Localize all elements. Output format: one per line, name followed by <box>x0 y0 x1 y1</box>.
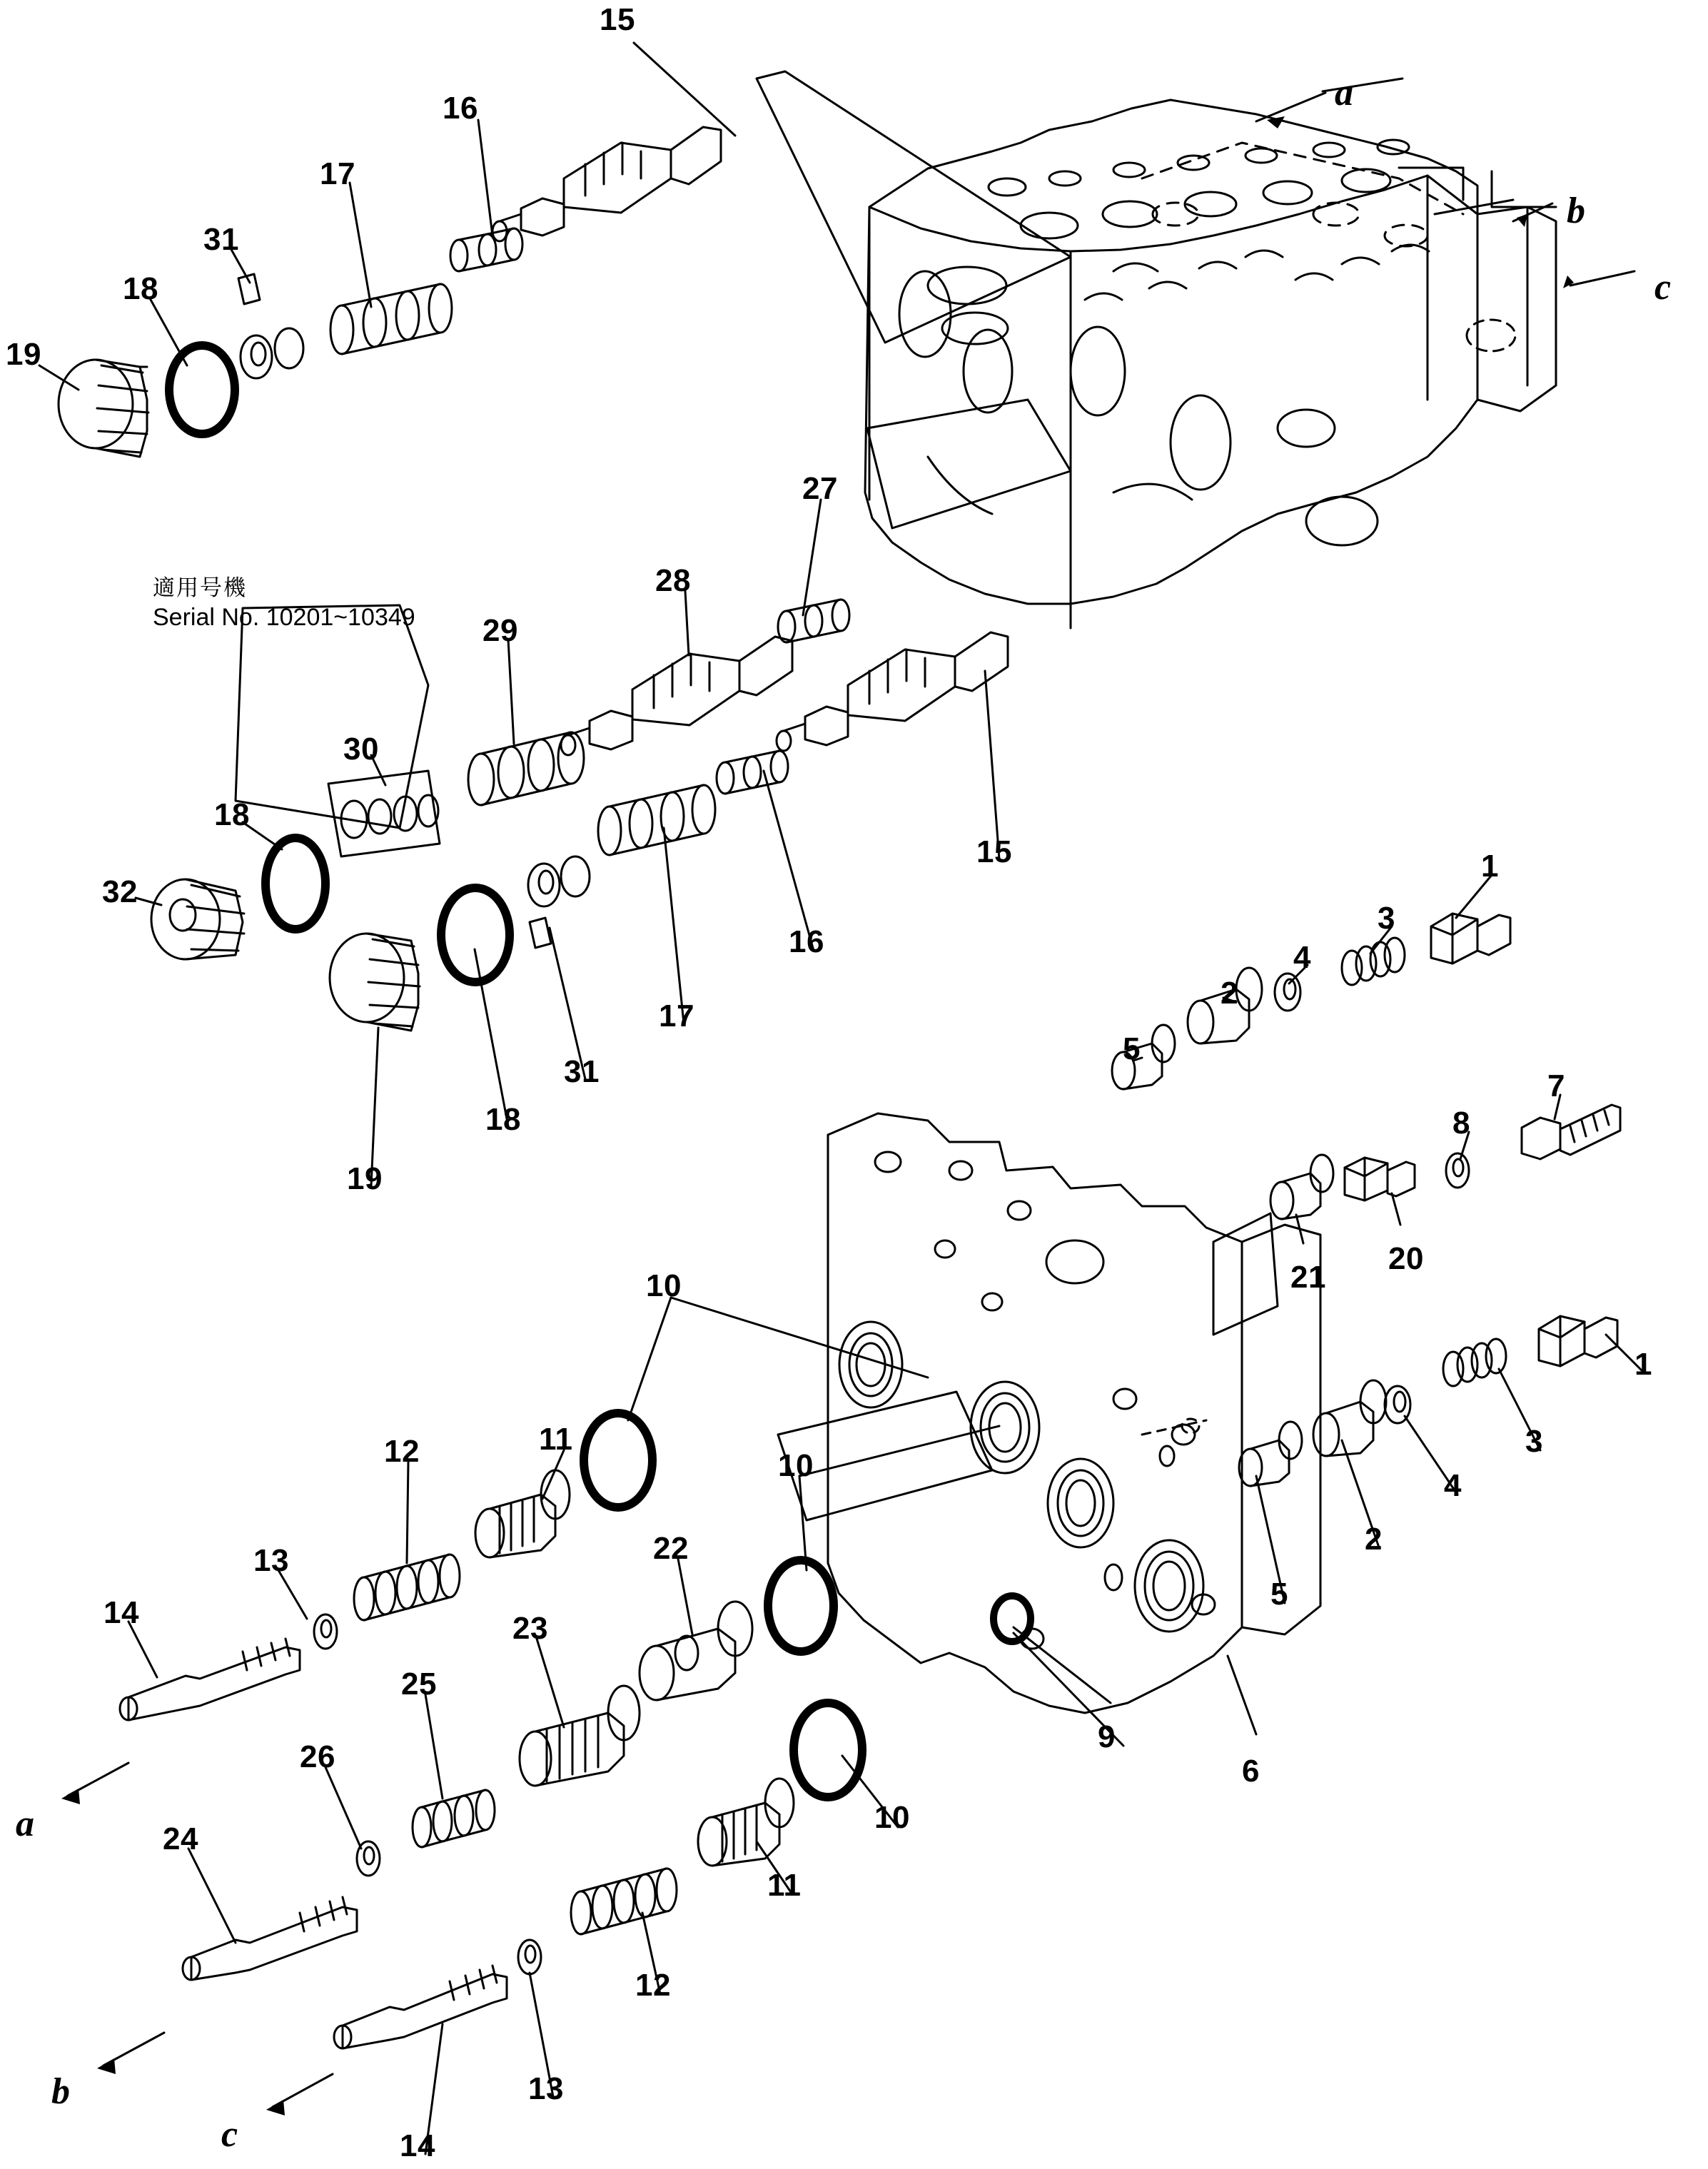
part-callout-13: 13 <box>528 2071 564 2106</box>
part-callout-30: 30 <box>343 732 379 767</box>
part-callout-14: 14 <box>103 1595 139 1630</box>
part-callout-11: 11 <box>767 1868 802 1903</box>
part-callout-28: 28 <box>655 563 691 598</box>
part-callout-29: 29 <box>482 613 518 648</box>
part-callout-10: 10 <box>874 1800 910 1835</box>
part-callout-21: 21 <box>1290 1260 1326 1295</box>
serial-note-jp-label: 適用号機 <box>153 575 247 601</box>
part-callout-18: 18 <box>214 797 250 832</box>
part-callout-8: 8 <box>1452 1106 1470 1141</box>
part-callout-27: 27 <box>802 471 838 506</box>
part-callout-1: 1 <box>1481 849 1499 884</box>
part-callout-13: 13 <box>253 1543 289 1578</box>
part-callout-3: 3 <box>1378 901 1395 936</box>
part-callout-12: 12 <box>635 1968 671 2003</box>
part-callout-17: 17 <box>320 156 355 191</box>
section-letter-c: c <box>221 2114 238 2155</box>
serial-note-text: Serial No. 10201~10349 <box>153 603 415 631</box>
part-callout-2: 2 <box>1365 1522 1383 1557</box>
valve-body-lower <box>778 1113 1320 1713</box>
part-callout-23: 23 <box>512 1611 548 1646</box>
part-callout-12: 12 <box>384 1434 420 1469</box>
row-bottom-3 <box>334 1596 1031 2048</box>
part-callout-31: 31 <box>564 1054 600 1089</box>
section-letter-b: b <box>51 2071 70 2112</box>
part-callout-4: 4 <box>1444 1468 1462 1503</box>
part-callout-4: 4 <box>1293 940 1311 975</box>
part-callout-6: 6 <box>1242 1754 1260 1789</box>
part-callout-22: 22 <box>653 1531 689 1566</box>
part-callout-15: 15 <box>600 2 635 37</box>
part-callout-32: 32 <box>102 874 138 909</box>
part-callout-19: 19 <box>6 337 41 372</box>
valve-body-upper <box>865 79 1634 628</box>
row-bottom-2 <box>183 1560 834 1980</box>
part-callout-31: 31 <box>203 222 239 257</box>
part-callout-14: 14 <box>400 2128 435 2163</box>
part-callout-19: 19 <box>347 1161 383 1196</box>
part-callout-25: 25 <box>401 1667 437 1702</box>
part-callout-18: 18 <box>123 271 158 306</box>
part-callout-5: 5 <box>1270 1577 1288 1612</box>
section-letter-a: a <box>1335 73 1353 113</box>
section-letter-a: a <box>16 1804 34 1844</box>
part-callout-1: 1 <box>1634 1347 1652 1382</box>
part-callout-11: 11 <box>539 1422 573 1457</box>
part-callout-7: 7 <box>1547 1068 1565 1103</box>
part-callout-10: 10 <box>646 1268 682 1303</box>
part-callout-24: 24 <box>163 1821 198 1856</box>
part-callout-15: 15 <box>976 834 1012 869</box>
part-callout-9: 9 <box>1098 1719 1116 1754</box>
part-callout-20: 20 <box>1388 1241 1424 1276</box>
part-callout-16: 16 <box>443 91 478 126</box>
fastener-cluster-lower <box>1239 1316 1617 1486</box>
part-callout-5: 5 <box>1123 1031 1141 1066</box>
serial-note <box>153 575 415 632</box>
part-callout-17: 17 <box>659 998 694 1033</box>
part-callout-16: 16 <box>789 924 824 959</box>
section-letter-b: b <box>1567 191 1585 231</box>
part-callout-18: 18 <box>485 1102 521 1137</box>
part-callout-2: 2 <box>1221 976 1238 1011</box>
row-middle-left <box>151 600 1008 1031</box>
section-letter-c: c <box>1654 267 1672 308</box>
part-callout-10: 10 <box>778 1448 814 1483</box>
part-callout-3: 3 <box>1525 1424 1543 1459</box>
part-callout-26: 26 <box>300 1739 335 1774</box>
fastener-cluster-upper <box>1112 914 1620 1219</box>
